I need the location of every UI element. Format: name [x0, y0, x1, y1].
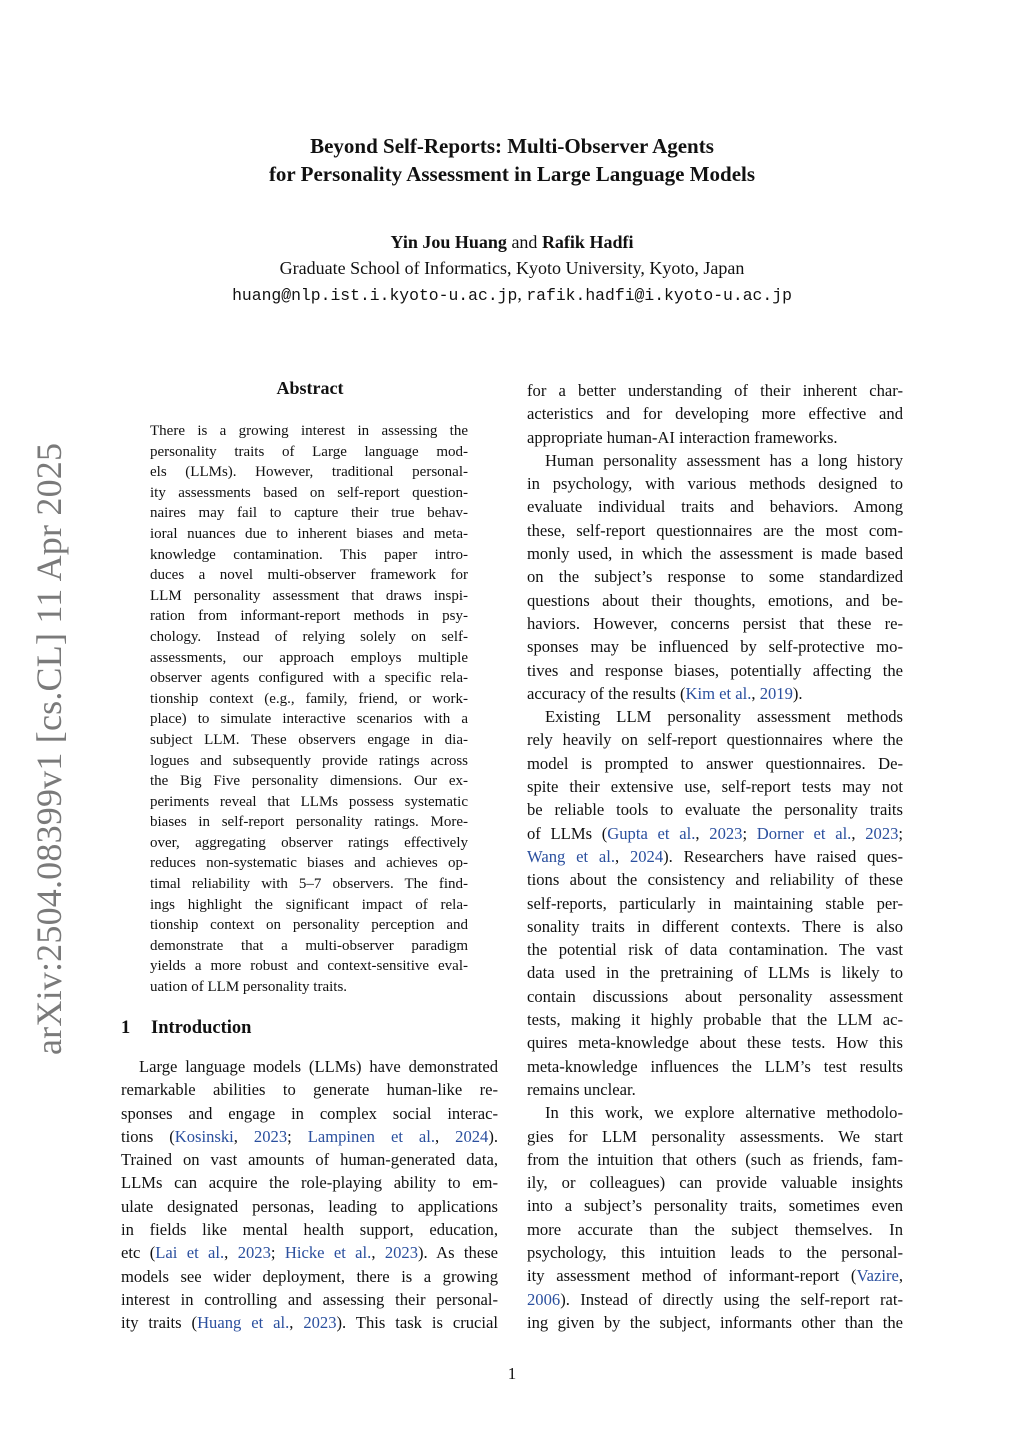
citation-link[interactable]: 2023 — [303, 1313, 337, 1333]
text-line: LLMs can acquire the role-playing ability to em- — [121, 1173, 498, 1193]
citation-link[interactable]: Hicke et al. — [284, 1243, 372, 1263]
citation-link[interactable]: 2023 — [253, 1126, 288, 1146]
text-line: sonality traits in different contexts. There is also — [527, 916, 903, 936]
citation-link[interactable]: 2019 — [759, 683, 793, 703]
text-line: rely heavily on self-report questionnaires where the — [527, 730, 903, 750]
paragraph — [527, 449, 903, 682]
text-line: gies for LLM personality assessments. We start — [527, 1126, 903, 1146]
text-line: tionship context on personality perception and — [150, 917, 468, 934]
text-line: tives and response biases, potentially affecting the — [527, 660, 903, 680]
text-line: chology. Instead of relying solely on self- — [150, 628, 468, 645]
text-line: demonstrate that a multi-observer paradigm — [150, 937, 468, 954]
text-line: assessments, our approach employs multiple — [150, 649, 468, 666]
text-line: knowledge contamination. This paper intro- — [150, 546, 468, 563]
text-line: over, aggregating observer ratings effectively — [150, 834, 468, 851]
page-number: 1 — [507, 1364, 517, 1383]
text-line: of LLMs (Gupta et al., 2023; Dorner et al., 2023; — [527, 823, 904, 843]
email-link[interactable]: rafik.hadfi@i.kyoto-u.ac.jp — [526, 286, 792, 305]
left-column-text — [121, 1055, 498, 1335]
text-line: monly used, in which the assessment is made based — [527, 544, 903, 564]
text-line: models see wider deployment, there is a growing — [121, 1266, 498, 1286]
text-line: naires may fail to capture their true behav- — [150, 505, 468, 522]
text-line: remarkable abilities to generate human-like re- — [121, 1080, 498, 1100]
citation-link[interactable]: Lampinen et al. — [307, 1126, 436, 1146]
citation-link[interactable]: Kosinski — [174, 1126, 234, 1146]
email-separator: , — [517, 284, 527, 304]
citation-link[interactable]: Gupta et al. — [607, 823, 696, 843]
text-line: ity assessment method of informant-report (Vazire, — [527, 1266, 903, 1286]
title-line-2: for Personality Assessment in Large Language Models — [268, 162, 756, 186]
text-line: duces a novel multi-observer framework for — [150, 567, 468, 584]
text-line: contain discussions about personality assessment — [527, 986, 903, 1006]
text-line: Large language models (LLMs) have demonstrated — [139, 1057, 498, 1076]
text-line: etc (Lai et al., 2023; Hicke et al., 2023). As these — [121, 1243, 499, 1263]
text-line: in psychology, with various methods designed to — [527, 474, 903, 494]
author-emails — [0, 281, 1024, 309]
text-line: data used in the pretraining of LLMs is likely to — [527, 963, 903, 983]
paper-title — [0, 132, 1024, 188]
citation-link[interactable]: Kim et al. — [685, 683, 752, 703]
text-line: ings highlight the significant impact of rela- — [150, 896, 468, 913]
arxiv-stamp: arXiv:2504.08399v1 [cs.CL] 11 Apr 2025 — [29, 442, 69, 1055]
paragraph — [527, 868, 903, 1101]
text-line: tions about the consistency and reliability of these — [527, 870, 903, 890]
right-column-text — [527, 379, 903, 1334]
text-line: uation of LLM personality traits. — [150, 979, 348, 996]
citation-link[interactable]: 2023 — [865, 823, 899, 843]
text-line: appropriate human-AI interaction frameworks. — [527, 427, 838, 447]
text-line: haviors. However, concerns persist that these re- — [527, 613, 903, 633]
text-line: remains unclear. — [527, 1079, 636, 1099]
citation-link[interactable]: Huang et al. — [197, 1313, 290, 1333]
paragraph — [527, 705, 903, 821]
text-line: questions about their thoughts, emotions, and be- — [527, 590, 903, 610]
citation-link[interactable]: Lai et al. — [155, 1243, 225, 1263]
text-line: ity assessments based on self-report question- — [150, 484, 468, 501]
text-line: There is a growing interest in assessing the — [150, 423, 468, 439]
text-line: personality traits of Large language mod- — [150, 443, 468, 460]
text-line: els (LLMs). However, traditional personal- — [150, 464, 468, 481]
author-name: Rafik Hadfi — [541, 232, 634, 252]
text-line: ration from informant-report methods in psy- — [150, 608, 468, 625]
text-line: biases in self-report personality ratings. More- — [150, 814, 468, 831]
text-line: timal reliability with 5–7 observers. The find- — [150, 876, 468, 893]
text-line: subject LLM. These observers engage in dia- — [150, 731, 468, 748]
text-line: Wang et al., 2024). Researchers have raised ques- — [527, 846, 904, 866]
affiliation: Graduate School of Informatics, Kyoto University, Kyoto, Japan — [279, 258, 745, 278]
email-link[interactable]: huang@nlp.ist.i.kyoto-u.ac.jp — [232, 286, 518, 305]
section-number: 1 — [121, 1018, 131, 1038]
citation-link[interactable]: Wang et al. — [527, 846, 615, 866]
text-line: psychology, this intuition leads to the personal- — [527, 1242, 903, 1262]
text-line: sponses and engage in complex social interac- — [121, 1103, 498, 1123]
citation-link[interactable]: 2023 — [237, 1243, 271, 1263]
text-line: evaluate individual traits and behaviors. Among — [527, 497, 903, 517]
text-line: sponses may be influenced by self-protective mo- — [527, 637, 903, 657]
text-line: tionship context (e.g., family, friend, or work- — [150, 690, 468, 707]
text-line: ioral nuances due to inherent biases and meta- — [150, 525, 468, 542]
text-line: Existing LLM personality assessment methods — [545, 707, 903, 727]
text-line: tions (Kosinski, 2023; Lampinen et al., 2024). — [121, 1126, 499, 1146]
text-line: interest in controlling and assessing their personal- — [121, 1289, 498, 1309]
text-line: spite their extensive use, self-report tests may not — [527, 777, 903, 797]
text-line: periments reveal that LLMs possess systematic — [150, 793, 468, 810]
text-line: place) to simulate interactive scenarios with a — [150, 711, 468, 728]
paragraph — [527, 379, 903, 449]
text-line: in fields like mental health support, education, — [121, 1220, 498, 1240]
author-name: Yin Jou Huang — [390, 232, 507, 252]
text-line: 2006). Instead of directly using the self-report rat- — [527, 1289, 903, 1309]
text-line: the Big Five personality dimensions. Our ex- — [150, 773, 468, 790]
text-line: yields a more robust and context-sensitive eval- — [150, 958, 468, 975]
author-names — [0, 229, 1024, 255]
text-line: ulate designated personas, leading to applications — [121, 1196, 498, 1216]
abstract-body — [150, 421, 468, 998]
citation-link[interactable]: Vazire — [856, 1266, 899, 1286]
citation-link[interactable]: Dorner et al. — [756, 823, 852, 843]
paragraph — [527, 1101, 903, 1264]
citation-link[interactable]: 2023 — [384, 1243, 419, 1263]
text-line: self-reports, particularly in maintaining stable per- — [527, 893, 903, 913]
text-line: the potential risk of data contamination. The vast — [527, 940, 903, 960]
title-line-1: Beyond Self-Reports: Multi-Observer Agents — [310, 134, 714, 158]
text-line: In this work, we explore alternative methodolo- — [545, 1103, 903, 1123]
text-line: ing given by the subject, informants other than the — [527, 1312, 903, 1332]
text-line: accuracy of the results (Kim et al., 2019). — [527, 683, 803, 703]
abstract-heading: Abstract — [276, 378, 344, 398]
text-line: these, self-report questionnaires are the most com- — [527, 520, 903, 540]
text-line: ily, or colleagues) can provide valuable insights — [527, 1173, 903, 1193]
text-line: logues and subsequently provide ratings across — [150, 752, 468, 769]
text-line: tests, making it highly probable that the LLM ac- — [527, 1010, 903, 1030]
text-line: be reliable tools to evaluate the personality traits — [527, 800, 903, 820]
text-line: LLM personality assessment that draws inspi- — [150, 587, 468, 604]
text-line: for a better understanding of their inherent char- — [527, 381, 903, 400]
citation-link[interactable]: 2024 — [629, 846, 664, 866]
text-line: reduces non-systematic biases and achieves op- — [150, 855, 468, 872]
citation-link[interactable]: 2024 — [455, 1126, 489, 1146]
text-line: Human personality assessment has a long history — [545, 450, 903, 470]
author-conjunction: and — [511, 232, 538, 252]
section-heading — [121, 1018, 251, 1039]
text-line: observer agents configured with a specific rela- — [150, 670, 468, 687]
text-line: Trained on vast amounts of human-generated data, — [121, 1150, 498, 1170]
text-line: more accurate than the subject themselves. In — [527, 1219, 903, 1239]
text-line: meta-knowledge influences the LLM’s test results — [527, 1056, 903, 1076]
text-line: into a subject’s personality traits, sometimes even — [527, 1196, 903, 1216]
citation-link[interactable]: 2006 — [527, 1289, 561, 1309]
text-line: quires meta-knowledge about these tests. How this — [527, 1033, 903, 1053]
citation-link[interactable]: 2023 — [709, 823, 743, 843]
section-title: Introduction — [151, 1018, 252, 1038]
text-line: model is prompted to answer questionnaires. De- — [527, 753, 903, 773]
text-line: acteristics and for developing more effective and — [527, 404, 903, 424]
author-block — [0, 229, 1024, 309]
text-line: on the subject’s response to some standardized — [527, 567, 903, 587]
text-line: from the intuition that others (such as friends, fam- — [527, 1149, 903, 1169]
text-line: ity traits (Huang et al., 2023). This task is crucial — [121, 1313, 499, 1333]
